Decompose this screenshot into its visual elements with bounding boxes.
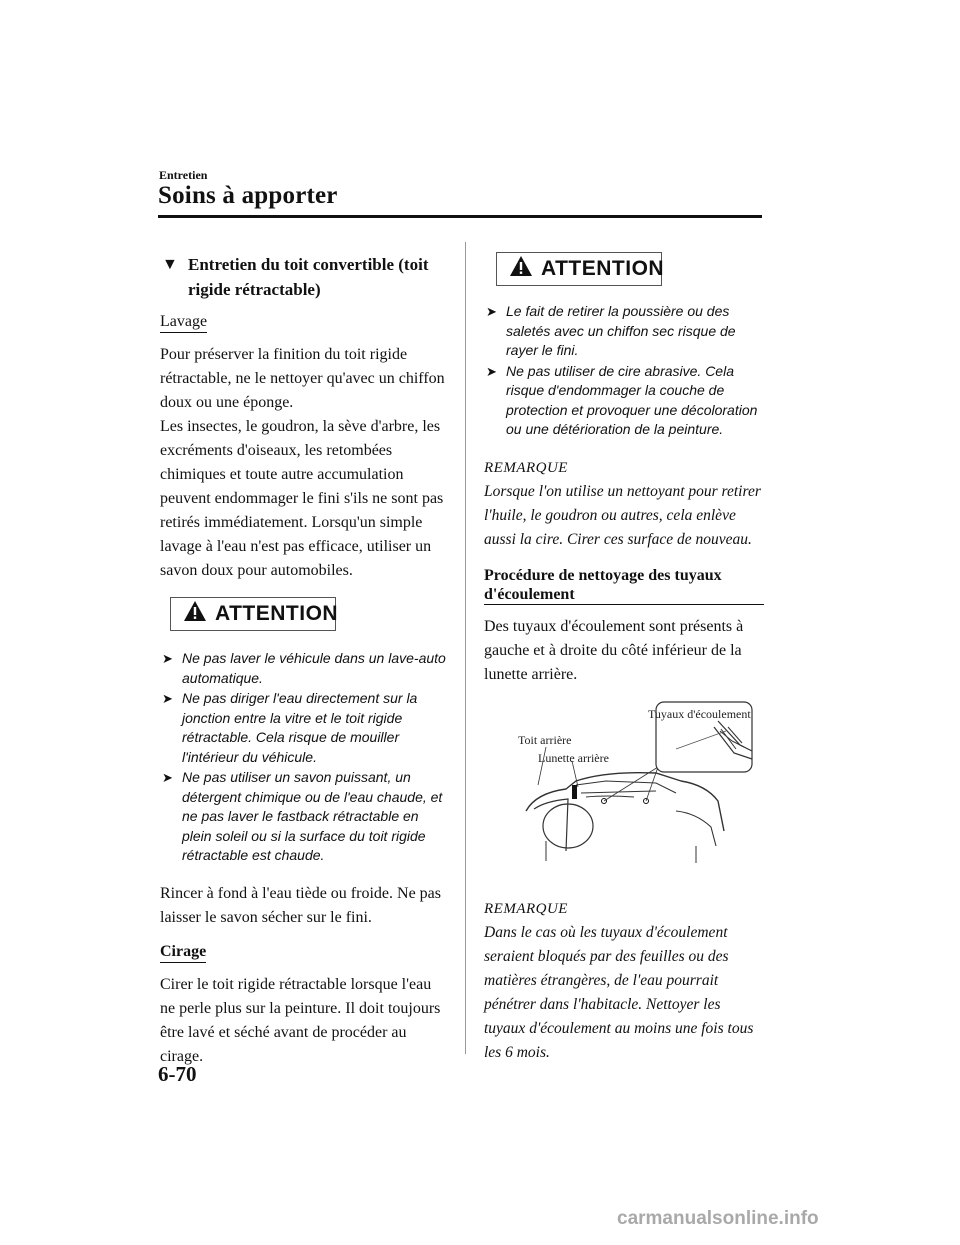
attention-item-text: Le fait de retirer la poussière ou des saletés avec un chiffon sec risque de rayer le fini. xyxy=(506,303,736,358)
cirage-paragraph: Cirer le toit rigide rétractable lorsque l'eau ne perle plus sur la peinture. Il doit toujours être lavé et séché avant de procéder au cirage. xyxy=(160,975,441,1065)
arrowhead-bullet-icon: ➤ xyxy=(162,770,173,785)
attention-item-text: Ne pas utiliser un savon puissant, un détergent chimique ou de l'eau chaude, et ne pas laver le fastback rétractable en plein soleil ou si la surface du toit rigide rétractable est chaude. xyxy=(182,769,443,863)
left-column xyxy=(160,252,450,1079)
attention-item xyxy=(484,362,764,440)
rinse-paragraph: Rincer à fond à l'eau tiède ou froide. Ne pas laisser le savon sécher sur le fini. xyxy=(160,884,441,926)
attention-item xyxy=(160,768,450,866)
arrowhead-bullet-icon: ➤ xyxy=(162,651,173,666)
label-tuyaux: Tuyaux d'écoulement xyxy=(648,706,751,721)
note-heading: REMARQUE xyxy=(484,459,568,476)
section-label: Entretien xyxy=(159,168,208,182)
attention-item xyxy=(484,302,764,361)
attention-label: ATTENTION xyxy=(541,257,665,280)
attention-item xyxy=(160,689,450,767)
column-divider xyxy=(465,242,466,1054)
warning-triangle-icon xyxy=(509,255,533,283)
page-number: 6-70 xyxy=(158,1062,197,1086)
triangle-down-icon: ▼ xyxy=(162,256,178,273)
section-heading-text: Entretien du toit convertible (toit rigide rétractable) xyxy=(188,255,429,299)
drain-figure xyxy=(506,701,756,871)
note-text: Dans le cas où les tuyaux d'écoulement seraient bloqués par des feuilles ou des matières étrangères, de l'eau pourrait pénétrer dans l'habitacle. Nettoyer les tuyaux d'écoulement au moins une fois tous les 6 mois. xyxy=(484,923,754,1061)
cirage-heading: Cirage xyxy=(160,942,206,963)
arrowhead-bullet-icon: ➤ xyxy=(162,691,173,706)
lavage-heading: Lavage xyxy=(160,312,207,333)
label-toit-arriere: Toit arrière xyxy=(518,732,572,747)
warning-triangle-icon xyxy=(183,600,207,628)
attention-badge xyxy=(170,597,339,631)
attention-list xyxy=(160,649,450,866)
drain-paragraph: Des tuyaux d'écoulement sont présents à gauche et à droite du côté inférieur de la lunette arrière. xyxy=(484,617,744,683)
note-heading: REMARQUE xyxy=(484,900,568,917)
right-column xyxy=(484,252,764,1077)
section-heading xyxy=(160,252,450,302)
attention-item xyxy=(160,649,450,688)
attention-item-text: Ne pas utiliser de cire abrasive. Cela risque d'endommager la couche de protection et provoquer une décoloration ou une détérioration de la peinture. xyxy=(506,362,758,437)
arrowhead-bullet-icon: ➤ xyxy=(486,363,497,379)
car-rear-illustration xyxy=(506,701,756,871)
note-text: Lorsque l'on utilise un nettoyant pour retirer l'huile, le goudron ou autres, cela enlève aussi la cire. Cirer ces surface de nouveau. xyxy=(484,482,761,548)
title-rule xyxy=(158,215,762,218)
attention-label: ATTENTION xyxy=(215,602,339,625)
attention-item-text: Ne pas laver le véhicule dans un lave-auto automatique. xyxy=(182,650,446,686)
label-lunette-arriere: Lunette arrière xyxy=(538,750,609,765)
lavage-paragraph-2: Les insectes, le goudron, la sève d'arbre, les excréments d'oiseaux, les retombées chimiques et toute autre accumulation peuvent endommager le fini s'ils ne sont pas retirés immédiatement. Lorsqu'un simple lavage à l'eau n'est pas efficace, utiliser un savon doux pour automobiles. xyxy=(160,418,444,579)
arrowhead-bullet-icon: ➤ xyxy=(486,304,497,319)
page-title: Soins à apporter xyxy=(158,182,338,209)
lavage-paragraph-1: Pour préserver la finition du toit rigide rétractable, ne le nettoyer qu'avec un chiffon doux ou une éponge. xyxy=(160,346,445,411)
attention-item-text: Ne pas diriger l'eau directement sur la jonction entre la vitre et le toit rigide rétractable. Cela risque de mouiller l'intérieur du véhicule. xyxy=(182,690,418,765)
drain-heading: Procédure de nettoyage des tuyaux d'écoulement xyxy=(484,566,764,605)
footer-watermark: carmanualsonline.info xyxy=(617,1208,819,1229)
attention-list xyxy=(484,302,764,440)
attention-badge xyxy=(496,252,665,286)
